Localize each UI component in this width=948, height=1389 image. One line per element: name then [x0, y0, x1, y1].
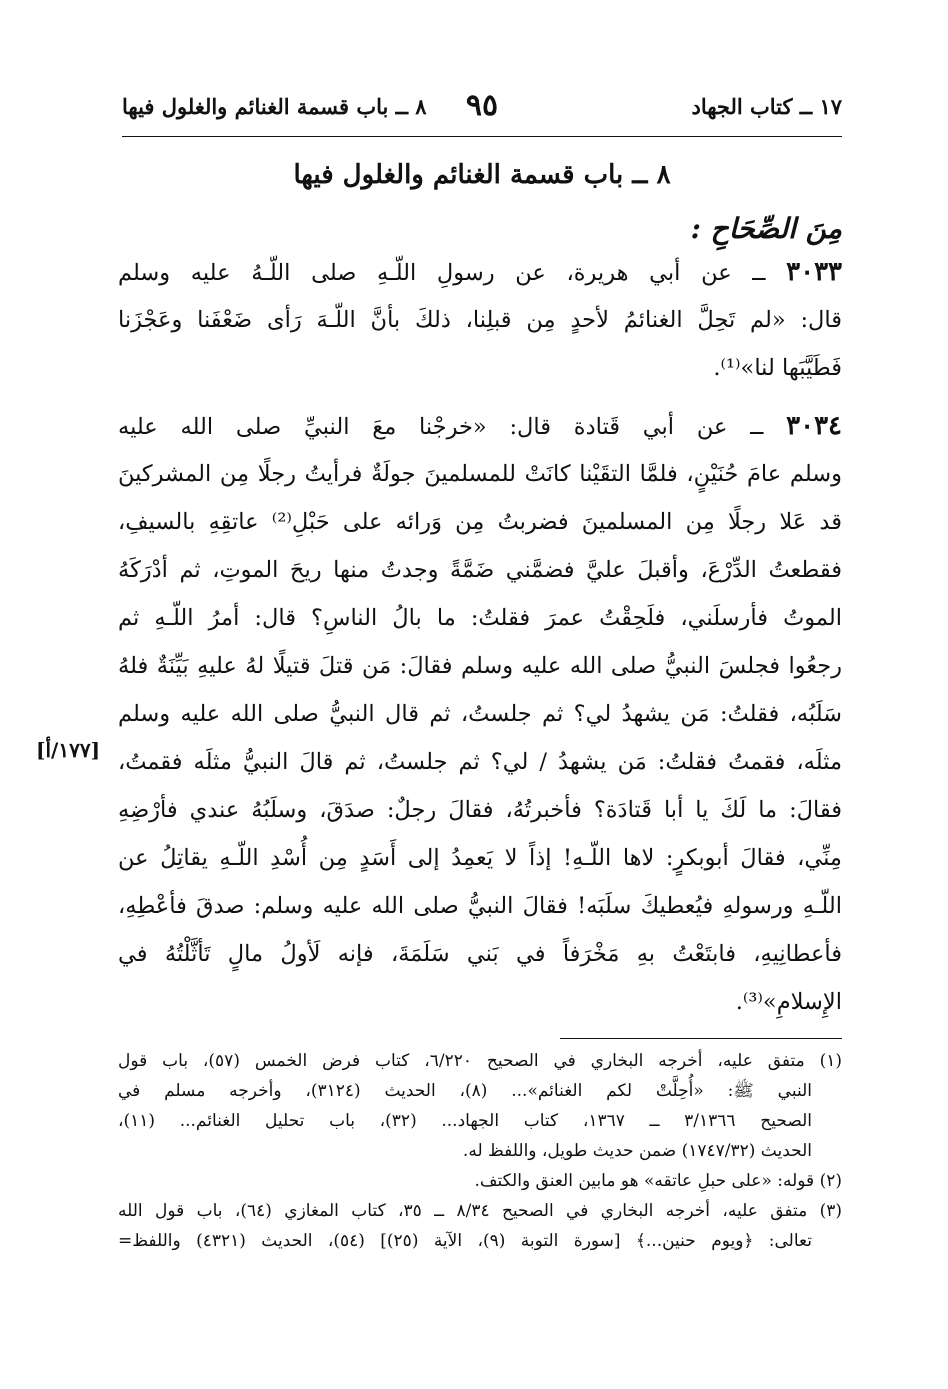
- header-book-title: ١٧ ــ كتاب الجهاد: [691, 94, 842, 119]
- footnote-3: [118, 1196, 842, 1256]
- footnote-line: تعالى: ﴿ويوم حنين...﴾ [سورة التوبة (٩)، الآية (٢٥)] (٥٤)، الحديث (٤٣٢١) واللفظ=: [118, 1231, 812, 1251]
- section-label: مِنَ الصِّحَاحِ :: [690, 212, 842, 245]
- header-chapter-title: ٨ ــ باب قسمة الغنائم والغلول فيها: [122, 94, 427, 119]
- hadith-line: اللّـهِ ورسولهِ فيُعطيكَ سلَبَه! فقالَ النبيُّ صلى الله عليه وسلم: صدقَ فأعْطِهِ،: [118, 893, 842, 919]
- hadith-line: رجعُوا فجلسَ النبيُّ صلى الله عليه وسلم فقالَ: مَن قتلَ قتيلًا لهُ عليهِ بَيِّنَةٌ فلهُ: [118, 653, 842, 679]
- hadith-line: الإِسلامِ»⁽³⁾.: [735, 989, 842, 1015]
- manuscript-folio-reference: [١٧٧/أ]: [36, 738, 101, 762]
- hadith-line: قد عَلا رجلًا مِن المسلمينَ فضربتُ مِن وَرائه على حَبْلِ⁽²⁾ عاتقِهِ بالسيفِ،: [118, 509, 842, 535]
- footnote-line: (٢) قوله: «على حبلِ عاتقه» هو مابين العنق والكتف.: [474, 1171, 842, 1191]
- hadith-line: سَلَبُه، فقلتُ: مَن يشهدُ لي؟ ثم جلستُ، ثم قال النبيُّ صلى الله عليه وسلم: [118, 701, 842, 727]
- hadith-line: قال: «لم تَحِلَّ الغنائمُ لأحدٍ مِن قبلِنا، ذلكَ بأنَّ اللّـهَ رَأى ضَعْفَنا وعَجْزَنا: [118, 307, 842, 333]
- footnotes: [118, 1046, 842, 1256]
- hadith-line: فقالَ: ما لَكَ يا أبا قَتادَة؟ فأخبرتُهُ، فقالَ رجلٌ: صدَقَ، وسلَبُهُ عندي فأرْضِهِ: [118, 797, 842, 823]
- footnote-line: (٣) متفق عليه، أخرجه البخاري في الصحيح ٨/٣٤ ــ ٣٥، كتاب المغازي (٦٤)، باب قول الله: [118, 1201, 842, 1221]
- hadith-line: فقطعتُ الدِّرْعَ، وأقبلَ عليَّ فضمَّني ضَمَّةً وجدتُ منها ريحَ الموتِ، ثم أدْرَكَهُ: [118, 557, 842, 583]
- chapter-title: ٨ ــ باب قسمة الغنائم والغلول فيها: [293, 160, 671, 190]
- footnote-line: الصحيح ٣/١٣٦٦ ــ ١٣٦٧، كتاب الجهاد... (٣٢)، باب تحليل الغنائم... (١١)،: [118, 1111, 812, 1131]
- hadith-line: مثلَه، فقمتُ فقلتُ: مَن يشهدُ / لي؟ ثم جلستُ، ثم قالَ النبيُّ مثلَه فقمتُ،: [118, 749, 842, 775]
- hadith-line: فأعطانِيهِ، فابتَعْتُ بهِ مَخْرَفاً في بَني سَلَمَةَ، فإنه لَأولُ مالٍ تَأثَّلْتُهُ في: [118, 941, 842, 967]
- footnote-1: [118, 1046, 842, 1166]
- hadith-line: فَطَيَّبَها لنا»⁽¹⁾.: [713, 355, 842, 381]
- hadith-line: [118, 248, 842, 296]
- hadith-line: وسلم عامَ حُنَيْنٍ، فلمَّا التقَيْنا كانَتْ للمسلمينَ جولَةٌ فرأيتُ رجلًا مِن المشركينَ: [118, 461, 842, 487]
- hadith-text: ــ عن أبي هريرة، عن رسولِ اللّـهِ صلى اللّـهُ عليه وسلم: [118, 260, 766, 286]
- header-divider: [122, 136, 842, 137]
- footnote-line: الحديث (١٧٤٧/٣٢) ضمن حديث طويل، واللفظ له.: [462, 1141, 812, 1161]
- page-number: ٩٥: [465, 88, 499, 123]
- hadith-3033: [118, 248, 842, 392]
- footnote-divider: [560, 1038, 842, 1039]
- hadith-number: ٣٠٣٣: [786, 257, 843, 287]
- footnote-line: (١) متفق عليه، أخرجه البخاري في الصحيح ٦/٢٢٠، كتاب فرض الخمس (٥٧)، باب قول: [118, 1051, 843, 1071]
- footnote-line: النبي ﷺ: «أُحِلَّتْ لكم الغنائم»... (٨)، الحديث (٣١٢٤)، وأخرجه مسلم في: [118, 1081, 812, 1101]
- hadith-number: ٣٠٣٤: [786, 411, 842, 441]
- footnote-2: [118, 1166, 842, 1196]
- hadith-3034: [118, 402, 842, 1026]
- hadith-line: مِنِّي، فقالَ أبوبكرٍ: لاها اللّـهِ! إذاً لا يَعمِدُ إلى أَسَدٍ مِن أُسْدِ اللّـهِ يقاتِلُ عن: [118, 845, 842, 871]
- hadith-line: [118, 402, 842, 450]
- hadith-text: ــ عن أبي قَتادة قال: «خرجْنا معَ النبيِّ صلى الله عليه: [118, 414, 764, 440]
- hadith-line: الموتُ فأرسلَني، فلَحِقْتُ عمرَ فقلتُ: ما بالُ الناسِ؟ قال: أمرُ اللّـهِ ثم: [118, 605, 842, 631]
- running-header: [122, 88, 842, 128]
